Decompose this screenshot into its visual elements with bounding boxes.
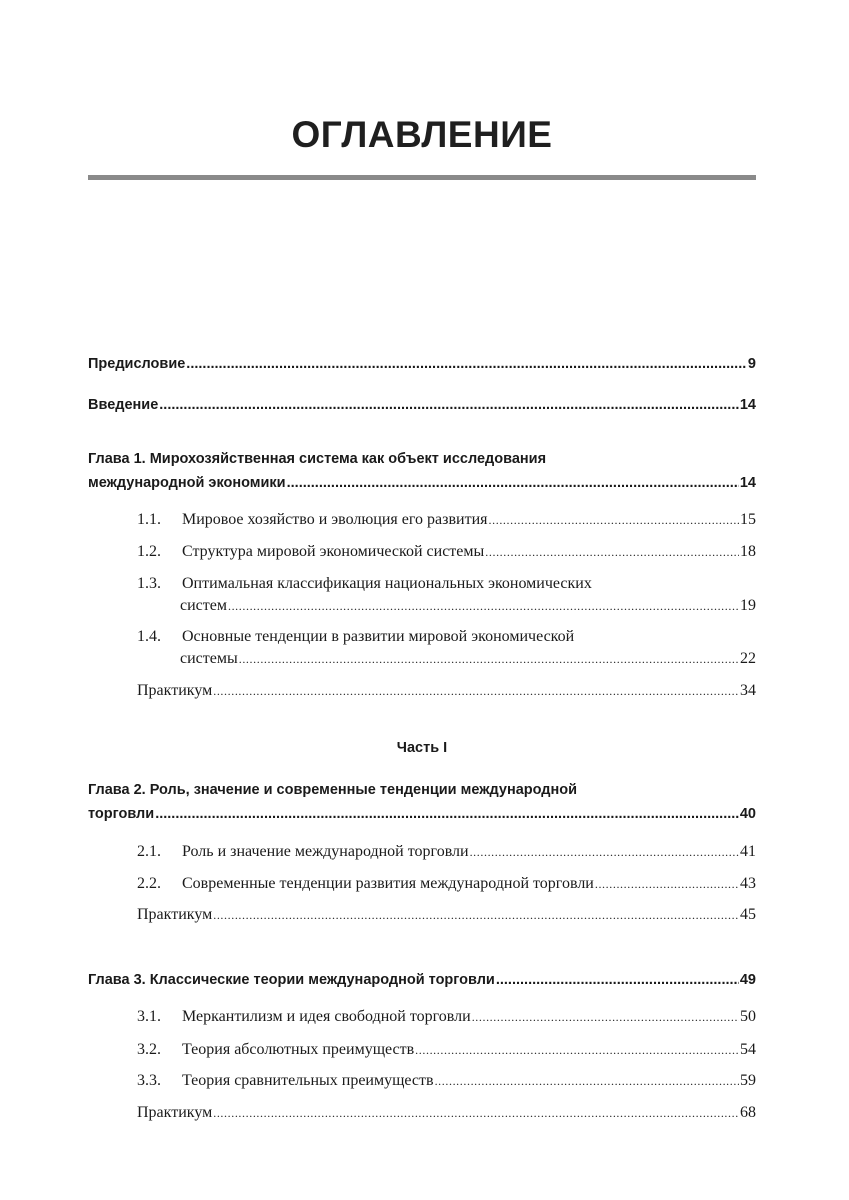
toc-page-number: 9 xyxy=(747,356,756,372)
toc-part-heading[interactable]: Часть I xyxy=(396,740,448,756)
dot-leader xyxy=(485,543,739,561)
toc-entry-label: Роль и значение международной торговли xyxy=(182,843,469,860)
toc-entry-label: Структура мировой экономической системы xyxy=(182,543,485,560)
toc-page-number: 54 xyxy=(740,1041,756,1058)
dot-leader xyxy=(415,1041,739,1059)
page-title: ОГЛАВЛЕНИЕ xyxy=(291,114,553,155)
toc-entry-label: Введение xyxy=(88,397,159,413)
title-divider xyxy=(88,175,756,180)
toc-entry-label: Практикум xyxy=(137,1104,213,1121)
toc-page-number: 14 xyxy=(739,397,756,413)
toc-page-number: 22 xyxy=(740,650,756,667)
toc-page-number: 68 xyxy=(740,1104,756,1121)
toc-section-2-2[interactable] xyxy=(182,875,756,893)
toc-entry-preface[interactable] xyxy=(88,356,756,372)
toc-section-number: 1.1. xyxy=(137,511,161,528)
toc-page-number: 40 xyxy=(739,806,756,822)
toc-entry-chapter-3[interactable] xyxy=(88,972,756,988)
dot-leader xyxy=(213,682,739,700)
toc-section-1-3-title[interactable]: Оптимальная классификация национальных экономических xyxy=(182,575,592,592)
toc-section-number: 3.2. xyxy=(137,1041,161,1058)
toc-section-1-4-title[interactable]: Основные тенденции в развитии мировой экономической xyxy=(182,628,575,645)
toc-section-number: 1.3. xyxy=(137,575,161,592)
toc-entry-label: Глава 3. Классические теории международной торговли xyxy=(88,972,495,988)
toc-entry-label: торговли xyxy=(88,806,155,822)
toc-entry-label: систем xyxy=(180,597,227,614)
toc-section-number: 3.1. xyxy=(137,1008,161,1025)
toc-section-1-3[interactable] xyxy=(180,597,756,615)
toc-section-number: 3.3. xyxy=(137,1072,161,1089)
toc-section-1-4[interactable] xyxy=(180,650,756,668)
toc-section-3-1[interactable] xyxy=(182,1008,756,1026)
toc-entry-label: Практикум xyxy=(137,906,213,923)
dot-leader xyxy=(472,1008,739,1026)
toc-section-number: 2.1. xyxy=(137,843,161,860)
toc-section-number: 1.2. xyxy=(137,543,161,560)
toc-section-3-3[interactable] xyxy=(182,1072,756,1090)
dot-leader xyxy=(489,511,739,529)
toc-chapter-2-title[interactable]: Глава 2. Роль, значение и современные тенденции международной xyxy=(88,782,578,798)
toc-entry-label: международной экономики xyxy=(88,475,286,491)
dot-leader xyxy=(155,806,739,822)
toc-section-number: 1.4. xyxy=(137,628,161,645)
dot-leader xyxy=(435,1072,739,1090)
toc-practicum-ch2[interactable] xyxy=(137,906,756,924)
dot-leader xyxy=(159,397,739,413)
toc-page-number: 18 xyxy=(740,543,756,560)
dot-leader xyxy=(228,597,739,615)
toc-page-number: 34 xyxy=(740,682,756,699)
dot-leader xyxy=(213,906,739,924)
dot-leader xyxy=(213,1104,739,1122)
toc-page-number: 15 xyxy=(740,511,756,528)
toc-entry-intro[interactable] xyxy=(88,397,756,413)
toc-practicum-ch1[interactable] xyxy=(137,682,756,700)
toc-practicum-ch3[interactable] xyxy=(137,1104,756,1122)
dot-leader xyxy=(239,650,739,668)
toc-entry-label: Предисловие xyxy=(88,356,186,372)
toc-page-number: 43 xyxy=(740,875,756,892)
toc-page-number: 19 xyxy=(740,597,756,614)
toc-entry-label: Мировое хозяйство и эволюция его развития xyxy=(182,511,488,528)
dot-leader xyxy=(186,356,747,372)
toc-page-number: 45 xyxy=(740,906,756,923)
toc-section-3-2[interactable] xyxy=(182,1041,756,1059)
toc-entry-label: Теория сравнительных преимуществ xyxy=(182,1072,434,1089)
toc-entry-label: Теория абсолютных преимуществ xyxy=(182,1041,415,1058)
toc-page-number: 14 xyxy=(739,475,756,491)
toc-page-number: 50 xyxy=(740,1008,756,1025)
toc-section-2-1[interactable] xyxy=(182,843,756,861)
toc-entry-chapter-1[interactable] xyxy=(88,475,756,491)
toc-entry-label: Современные тенденции развития международной торговли xyxy=(182,875,594,892)
toc-section-1-2[interactable] xyxy=(182,543,756,561)
dot-leader xyxy=(496,972,739,988)
toc-entry-label: Меркантилизм и идея свободной торговли xyxy=(182,1008,471,1025)
toc-chapter-1-title[interactable]: Глава 1. Мирохозяйственная система как объект исследования xyxy=(88,451,547,467)
toc-page-number: 49 xyxy=(739,972,756,988)
toc-page-number: 59 xyxy=(740,1072,756,1089)
dot-leader xyxy=(595,875,739,893)
toc-entry-label: системы xyxy=(180,650,238,667)
dot-leader xyxy=(287,475,739,491)
toc-section-1-1[interactable] xyxy=(182,511,756,529)
toc-entry-label: Практикум xyxy=(137,682,213,699)
toc-section-number: 2.2. xyxy=(137,875,161,892)
toc-page-number: 41 xyxy=(740,843,756,860)
toc-entry-chapter-2[interactable] xyxy=(88,806,756,822)
dot-leader xyxy=(470,843,739,861)
